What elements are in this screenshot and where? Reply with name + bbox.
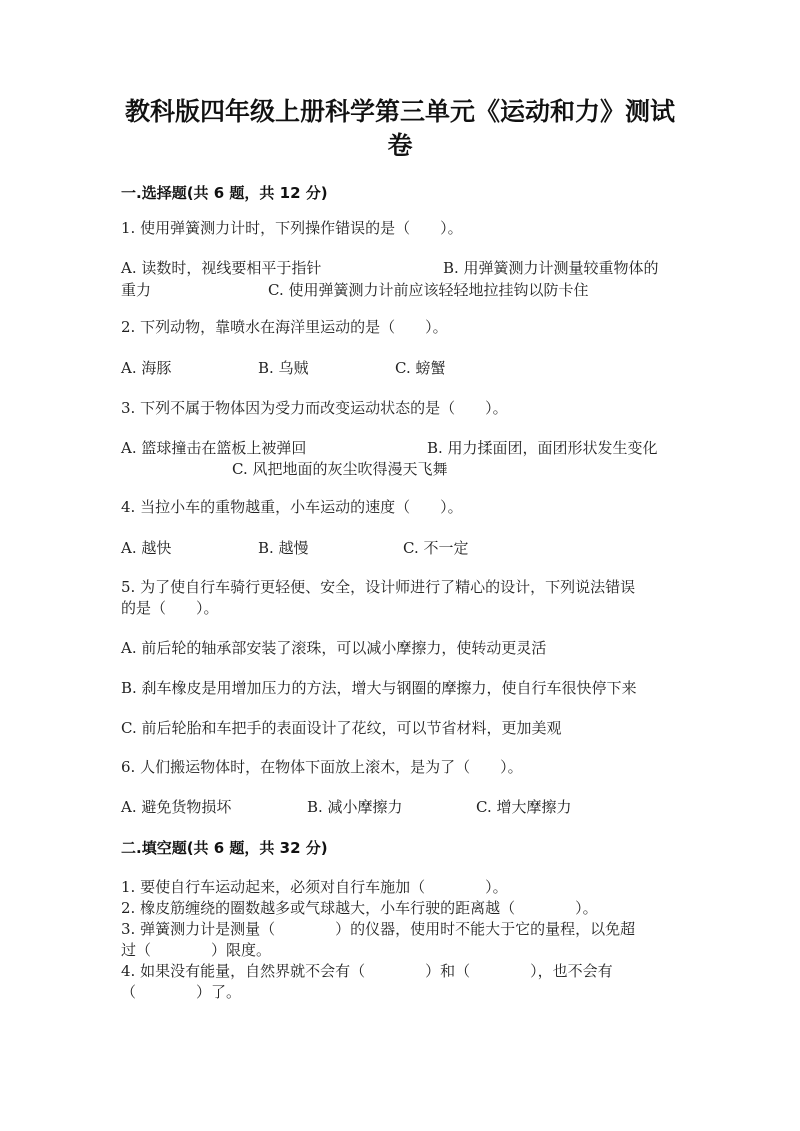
question-5-stem-cont: 的是（ ）。 [121,599,219,617]
fill-item-4-cont: （ ）了。 [121,983,242,1001]
question-3-option-c: C. 风把地面的灰尘吹得漫天飞舞 [232,460,448,478]
question-6-option-a: A. 避免货物损坏 [121,798,232,816]
question-2-option-a: A. 海豚 [121,359,172,377]
title-line-1: 教科版四年级上册科学第三单元《运动和力》测试 [124,97,675,126]
question-1-option-b-cont: 重力 [121,281,152,299]
question-4-option-b: B. 越慢 [258,539,309,557]
section-heading-fill-in: 二.填空题(共 6 题，共 32 分) [121,839,328,857]
fill-item-3-cont: 过（ ）限度。 [121,941,272,959]
question-4-stem: 4. 当拉小车的重物越重，小车运动的速度（ ）。 [121,498,463,516]
question-6-stem: 6. 人们搬运物体时，在物体下面放上滚木，是为了（ ）。 [121,758,523,776]
question-5-option-c: C. 前后轮胎和车把手的表面设计了花纹，可以节省材料，更加美观 [121,719,562,737]
question-3-option-a: A. 篮球撞击在篮板上被弹回 [121,439,307,457]
question-5-option-b: B. 刹车橡皮是用增加压力的方法，增大与钢圈的摩擦力，使自行车很快停下来 [121,679,637,697]
question-2-option-c: C. 螃蟹 [395,359,446,377]
question-5-stem: 5. 为了使自行车骑行更轻便、安全，设计师进行了精心的设计，下列说法错误 [121,578,636,596]
fill-item-3: 3. 弹簧测力计是测量（ ）的仪器，使用时不能大于它的量程，以免超 [121,920,636,938]
fill-item-2: 2. 橡皮筋缠绕的圈数越多或气球越大，小车行驶的距离越（ ）。 [121,899,598,917]
question-6-option-b: B. 减小摩擦力 [307,798,403,816]
question-4-option-a: A. 越快 [121,539,172,557]
question-1-option-a: A. 读数时，视线要相平于指针 [121,259,322,277]
fill-item-4: 4. 如果没有能量，自然界就不会有（ ）和（ ），也不会有 [121,962,613,980]
section-heading-choice: 一.选择题(共 6 题，共 12 分) [121,184,328,202]
question-5-option-a: A. 前后轮的轴承部安装了滚珠，可以减小摩擦力，使转动更灵活 [121,639,547,657]
question-2-stem: 2. 下列动物，靠喷水在海洋里运动的是（ ）。 [121,318,448,336]
question-3-stem: 3. 下列不属于物体因为受力而改变运动状态的是（ ）。 [121,399,508,417]
question-4-option-c: C. 不一定 [403,539,469,557]
fill-item-1: 1. 要使自行车运动起来，必须对自行车施加（ ）。 [121,878,508,896]
question-3-option-b: B. 用力揉面团，面团形状发生变化 [427,439,658,457]
question-1-stem: 1. 使用弹簧测力计时，下列操作错误的是（ ）。 [121,219,463,237]
question-6-option-c: C. 增大摩擦力 [476,798,572,816]
question-1-option-c: C. 使用弹簧测力计前应该轻轻地拉挂钩以防卡住 [268,281,589,299]
question-1-option-b: B. 用弹簧测力计测量较重物体的 [443,259,659,277]
exam-title [120,95,680,163]
title-line-2: 卷 [387,131,413,160]
question-2-option-b: B. 乌贼 [258,359,309,377]
